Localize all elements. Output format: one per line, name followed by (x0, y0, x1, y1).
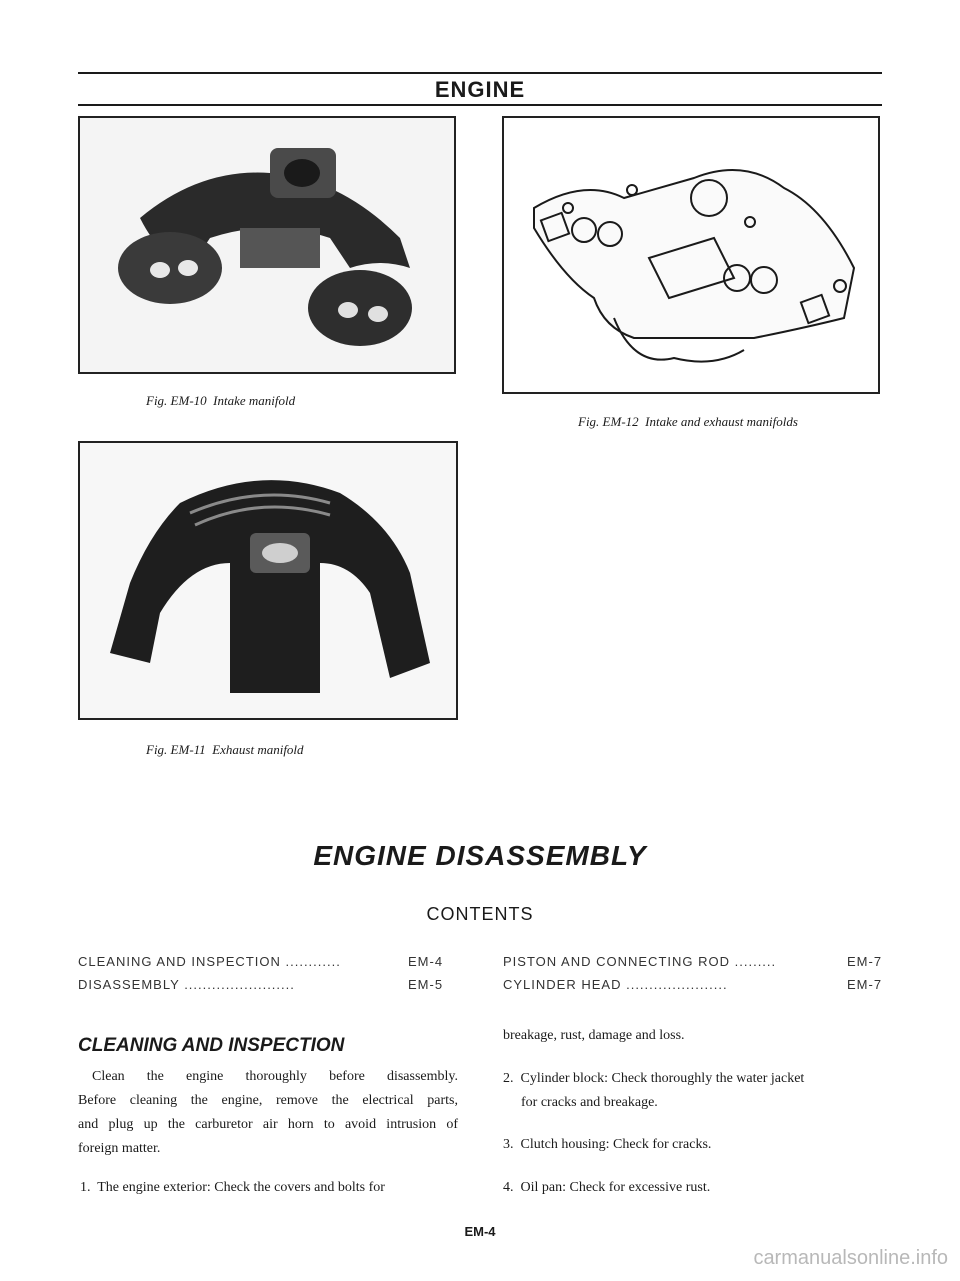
item-2 (503, 1067, 883, 1115)
toc-left-row-2: DISASSEMBLY ........................ EM-5 (78, 977, 444, 992)
item-1-continued: breakage, rust, damage and loss. (503, 1028, 685, 1043)
section-title: ENGINE DISASSEMBLY (313, 840, 647, 871)
cleaning-line-2: Before cleaning the engine, remove the electrical parts, (78, 1093, 458, 1108)
header-rule-bottom (78, 104, 882, 106)
page-header: ENGINE (434, 77, 526, 102)
page-number: EM-4 (464, 1224, 496, 1239)
item-2-line-2: for cracks and breakage. (521, 1095, 658, 1110)
cleaning-line-4: foreign matter. (78, 1141, 161, 1156)
cleaning-paragraph (78, 1065, 458, 1161)
cleaning-line-1: Clean the engine thoroughly before disassembly. (92, 1069, 458, 1084)
exhaust-manifold-photo (80, 443, 456, 718)
figure-em10-caption: Fig. EM-10 Intake manifold (146, 393, 296, 408)
figure-em12-frame (502, 116, 880, 394)
watermark: carmanualsonline.info (753, 1247, 948, 1269)
figure-em11-frame (78, 441, 458, 720)
cleaning-heading: CLEANING AND INSPECTION (78, 1035, 345, 1056)
intake-manifold-photo (80, 118, 454, 372)
toc-right-row-2: CYLINDER HEAD ...................... EM-7 (503, 977, 883, 992)
figure-em12-caption: Fig. EM-12 Intake and exhaust manifolds (578, 414, 798, 429)
item-2-line-1: 2. Cylinder block: Check thoroughly the water jacket (503, 1071, 805, 1086)
figure-em11-caption: Fig. EM-11 Exhaust manifold (146, 742, 304, 757)
header-rule-top (78, 72, 882, 74)
item-4: 4. Oil pan: Check for excessive rust. (503, 1180, 711, 1195)
cleaning-line-3: and plug up the carburetor air horn to avoid intrusion of (78, 1117, 458, 1132)
contents-heading: CONTENTS (426, 904, 534, 924)
item-1: 1. The engine exterior: Check the covers and bolts for (80, 1180, 385, 1195)
figure-em10-frame (78, 116, 456, 374)
toc-left-row-1: CLEANING AND INSPECTION ............ EM-4 (78, 954, 444, 969)
intake-exhaust-manifolds-drawing (504, 118, 878, 392)
item-3: 3. Clutch housing: Check for cracks. (503, 1137, 712, 1152)
toc-right-row-1: PISTON AND CONNECTING ROD ......... EM-7 (503, 954, 883, 969)
